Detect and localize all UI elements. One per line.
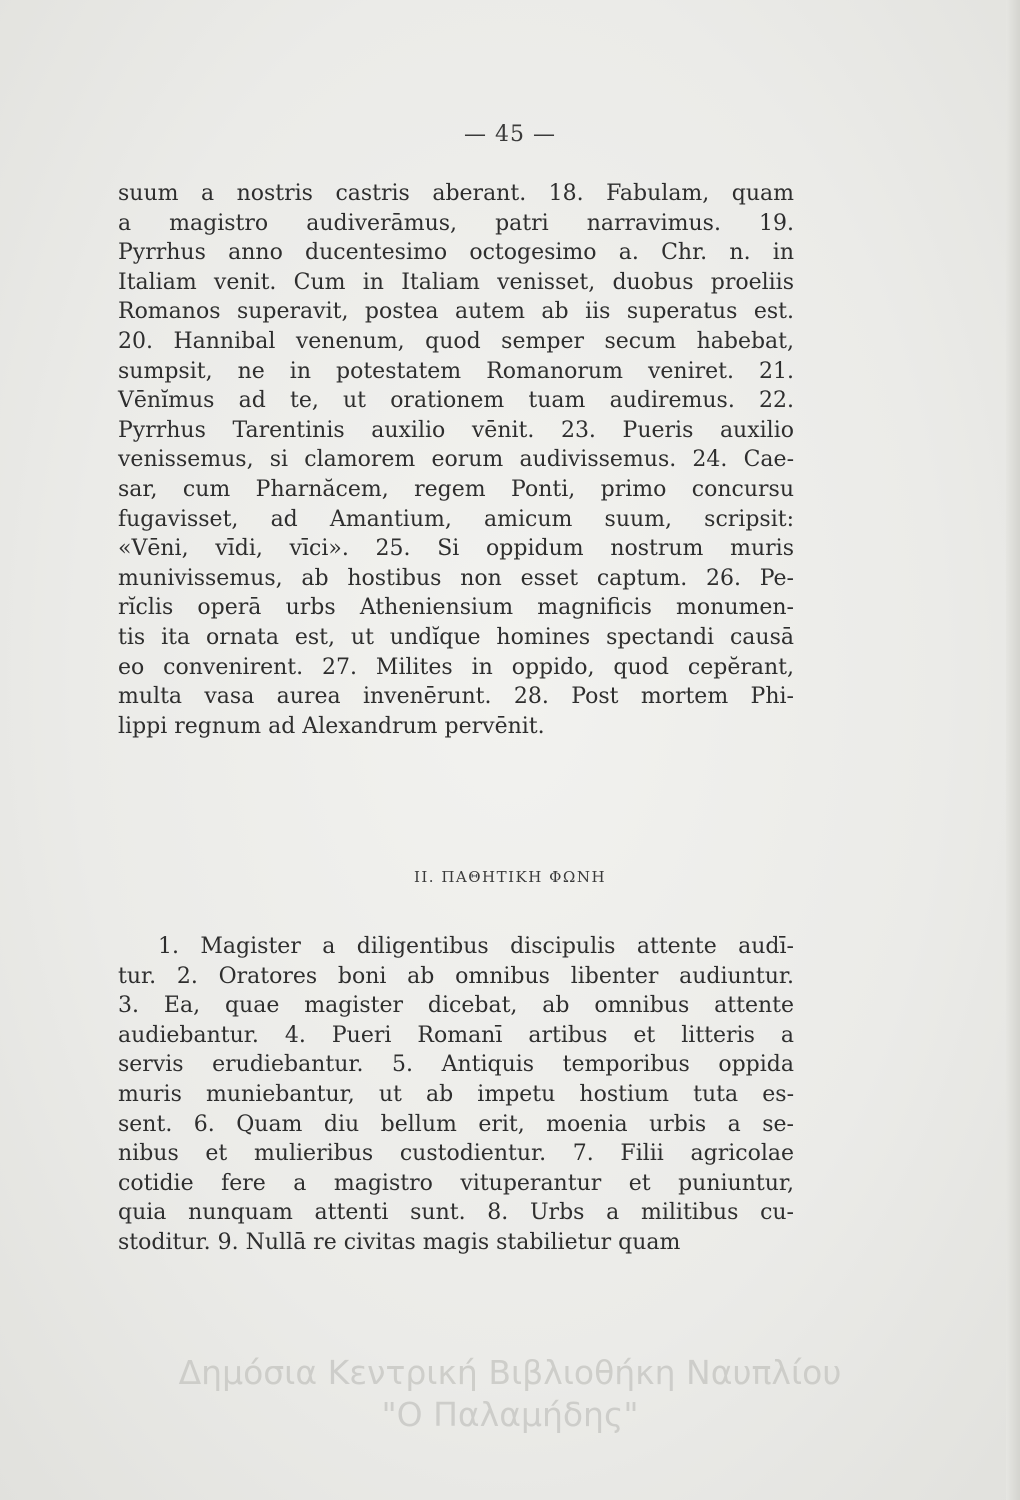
text-line: «Vēni, vīdi, vīci». 25. Si oppidum nostrum muris [118, 536, 794, 562]
text-line: rĭclis operā urbs Atheniensium magnificis monumen- [118, 595, 794, 621]
text-line: eo convenirent. 27. Milites in oppido, quod cepĕrant, [118, 654, 794, 680]
paragraph-exercises-passive [118, 932, 794, 1258]
text-line: Romanos superavit, postea autem ab iis superatus est. [118, 299, 794, 325]
text-line: sar, cum Pharnăcem, regem Ponti, primo concursu [118, 476, 794, 502]
text-line: Pyrrhus Tarentinis auxilio vēnit. 23. Pueris auxilio [118, 417, 794, 443]
paragraph-exercises-active [118, 179, 794, 741]
text-line: munivissemus, ab hostibus non esset captum. 26. Pe- [118, 565, 794, 591]
text-line: nibus et mulieribus custodientur. 7. Filii agricolae [118, 1141, 794, 1167]
text-line: lippi regnum ad Alexandrum pervēnit. [118, 713, 545, 739]
text-line: muris muniebantur, ut ab impetu hostium tuta es- [118, 1081, 794, 1107]
text-line: 20. Hannibal venenum, quod semper secum habebat, [118, 328, 794, 354]
page-edge-shadow [1006, 0, 1020, 1500]
text-line: Italiam venit. Cum in Italiam venisset, duobus proeliis [118, 269, 794, 295]
text-line: Pyrrhus anno ducentesimo octogesimo a. Chr. n. in [118, 240, 794, 266]
watermark-line-1: Δημόσια Κεντρική Βιβλιοθήκη Ναυπλίου [178, 1353, 842, 1392]
text-line: venissemus, si clamorem eorum audivissemus. 24. Cae- [118, 447, 794, 473]
text-line: servis erudiebantur. 5. Antiquis temporibus oppida [118, 1052, 794, 1078]
text-line: tur. 2. Oratores boni ab omnibus libenter audiuntur. [118, 963, 794, 989]
page-number: — 45 — [464, 122, 556, 147]
text-line: 1. Magister a diligentibus discipulis attente audī- [158, 934, 794, 959]
text-line: cotidie fere a magistro vituperantur et puniuntur, [118, 1170, 794, 1196]
watermark-line-2: "Ο Παλαμήδης" [381, 1395, 639, 1434]
text-line: sumpsit, ne in potestatem Romanorum veniret. 21. [118, 358, 794, 384]
text-line: stoditur. 9. Nullā re civitas magis stabilietur quam [118, 1229, 681, 1255]
text-line: fugavisset, ad Amantium, amicum suum, scripsit: [118, 506, 794, 532]
text-line: tis ita ornata est, ut undĭque homines spectandi causā [118, 624, 794, 650]
library-watermark [0, 1352, 1020, 1436]
text-line: multa vasa aurea invenērunt. 28. Post mortem Phi- [118, 684, 794, 710]
text-line: 3. Ea, quae magister dicebat, ab omnibus attente [118, 993, 794, 1019]
text-line: audiebantur. 4. Pueri Romanī artibus et litteris a [118, 1022, 794, 1048]
text-line: sent. 6. Quam diu bellum erit, moenia urbis a se- [118, 1111, 794, 1137]
section-heading: II. ΠΑΘΗΤΙΚΗ ΦΩΝΗ [413, 868, 607, 886]
text-line: suum a nostris castris aberant. 18. Fabulam, quam [118, 181, 794, 206]
text-line: Vēnĭmus ad te, ut orationem tuam audiremus. 22. [118, 388, 794, 414]
text-line: quia nunquam attenti sunt. 8. Urbs a militibus cu- [118, 1200, 794, 1226]
text-line: a magistro audiverāmus, patri narravimus. 19. [118, 210, 794, 236]
